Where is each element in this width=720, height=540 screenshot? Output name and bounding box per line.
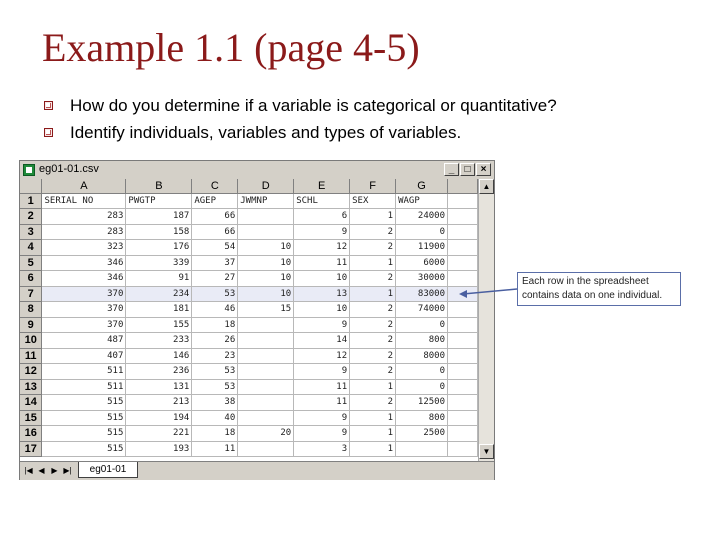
cell[interactable]: 38: [192, 395, 238, 411]
cell[interactable]: 800: [396, 410, 448, 426]
row-header[interactable]: 1: [20, 193, 42, 209]
cell[interactable]: 233: [126, 333, 192, 349]
row-header[interactable]: 14: [20, 395, 42, 411]
row-header[interactable]: 5: [20, 255, 42, 271]
cell[interactable]: 1: [350, 255, 396, 271]
column-header[interactable]: B: [126, 179, 192, 193]
cell[interactable]: 14: [294, 333, 350, 349]
bullet-text: How do you determine if a variable is categorical or quantitative?: [70, 96, 557, 115]
cell[interactable]: WAGP: [396, 193, 448, 209]
cell[interactable]: 12500: [396, 395, 448, 411]
cell[interactable]: 24000: [396, 209, 448, 225]
cell[interactable]: 213: [126, 395, 192, 411]
cell[interactable]: 10: [238, 240, 294, 256]
row-header[interactable]: 17: [20, 441, 42, 457]
cell[interactable]: 66: [192, 209, 238, 225]
cell[interactable]: 9: [294, 224, 350, 240]
row-header[interactable]: 11: [20, 348, 42, 364]
cell[interactable]: 10: [238, 286, 294, 302]
cell[interactable]: 11900: [396, 240, 448, 256]
cell[interactable]: 1: [350, 286, 396, 302]
cell[interactable]: 2: [350, 317, 396, 333]
maximize-button[interactable]: □: [460, 163, 475, 176]
cell[interactable]: 221: [126, 426, 192, 442]
slide-title: Example 1.1 (page 4-5): [42, 25, 420, 70]
column-header[interactable]: A: [42, 179, 126, 193]
first-sheet-icon[interactable]: |◀: [24, 466, 33, 475]
minimize-button[interactable]: _: [444, 163, 459, 176]
cell[interactable]: 187: [126, 209, 192, 225]
cell[interactable]: 0: [396, 224, 448, 240]
cell[interactable]: 234: [126, 286, 192, 302]
cell[interactable]: 515: [42, 441, 126, 457]
cell[interactable]: 407: [42, 348, 126, 364]
cell[interactable]: 11: [294, 395, 350, 411]
cell[interactable]: 515: [42, 395, 126, 411]
cell[interactable]: 0: [396, 317, 448, 333]
cell[interactable]: 30000: [396, 271, 448, 287]
column-header[interactable]: E: [294, 179, 350, 193]
cell[interactable]: 131: [126, 379, 192, 395]
cell[interactable]: 2: [350, 224, 396, 240]
cell[interactable]: 146: [126, 348, 192, 364]
cell[interactable]: 27: [192, 271, 238, 287]
row-header[interactable]: 2: [20, 209, 42, 225]
cell[interactable]: 11: [294, 379, 350, 395]
cell[interactable]: 2: [350, 271, 396, 287]
cell[interactable]: 283: [42, 209, 126, 225]
cell[interactable]: 323: [42, 240, 126, 256]
cell[interactable]: AGEP: [192, 193, 238, 209]
cell[interactable]: 3: [294, 441, 350, 457]
cell[interactable]: 18: [192, 317, 238, 333]
cell[interactable]: 2: [350, 240, 396, 256]
bullet-text: Identify individuals, variables and types of variables.: [70, 123, 462, 142]
cell[interactable]: 54: [192, 240, 238, 256]
cell[interactable]: 1: [350, 209, 396, 225]
cell[interactable]: 9: [294, 410, 350, 426]
cell[interactable]: 10: [238, 255, 294, 271]
row-header[interactable]: 15: [20, 410, 42, 426]
row-header[interactable]: 9: [20, 317, 42, 333]
cell[interactable]: 10: [294, 302, 350, 318]
cell[interactable]: 193: [126, 441, 192, 457]
cell[interactable]: SERIAL NO: [42, 193, 126, 209]
cell[interactable]: 2: [350, 364, 396, 380]
cell[interactable]: 236: [126, 364, 192, 380]
cell[interactable]: 53: [192, 286, 238, 302]
cell[interactable]: 511: [42, 379, 126, 395]
prev-sheet-icon[interactable]: ◀: [38, 466, 45, 475]
cell[interactable]: 155: [126, 317, 192, 333]
cell[interactable]: 8000: [396, 348, 448, 364]
cell[interactable]: 1: [350, 441, 396, 457]
next-sheet-icon[interactable]: ▶: [51, 466, 58, 475]
cell[interactable]: 370: [42, 317, 126, 333]
cell[interactable]: 283: [42, 224, 126, 240]
cell[interactable]: 12: [294, 240, 350, 256]
cell[interactable]: 1: [350, 426, 396, 442]
cell[interactable]: 74000: [396, 302, 448, 318]
cell[interactable]: JWMNP: [238, 193, 294, 209]
cell[interactable]: 2: [350, 302, 396, 318]
cell[interactable]: 37: [192, 255, 238, 271]
cell[interactable]: 12: [294, 348, 350, 364]
cell[interactable]: 176: [126, 240, 192, 256]
cell[interactable]: 2: [350, 348, 396, 364]
cell[interactable]: 18: [192, 426, 238, 442]
row-header[interactable]: 16: [20, 426, 42, 442]
cell[interactable]: 13: [294, 286, 350, 302]
row-header[interactable]: 8: [20, 302, 42, 318]
cell[interactable]: 339: [126, 255, 192, 271]
cell[interactable]: 10: [294, 271, 350, 287]
cell[interactable]: PWGTP: [126, 193, 192, 209]
cell[interactable]: 181: [126, 302, 192, 318]
scroll-down-icon[interactable]: ▼: [479, 444, 494, 459]
cell[interactable]: 23: [192, 348, 238, 364]
row-header[interactable]: 3: [20, 224, 42, 240]
cell[interactable]: 66: [192, 224, 238, 240]
cell[interactable]: 346: [42, 271, 126, 287]
cell[interactable]: 511: [42, 364, 126, 380]
cell[interactable]: 15: [238, 302, 294, 318]
callout-line: contains data on one individual.: [522, 290, 663, 301]
cell[interactable]: SEX: [350, 193, 396, 209]
cell[interactable]: 46: [192, 302, 238, 318]
cell[interactable]: 6000: [396, 255, 448, 271]
cell[interactable]: 53: [192, 379, 238, 395]
cell[interactable]: 515: [42, 426, 126, 442]
row-header[interactable]: 4: [20, 240, 42, 256]
cell[interactable]: 370: [42, 286, 126, 302]
cell[interactable]: 0: [396, 379, 448, 395]
row-header[interactable]: 6: [20, 271, 42, 287]
cell[interactable]: 800: [396, 333, 448, 349]
cell[interactable]: 194: [126, 410, 192, 426]
cell[interactable]: 83000: [396, 286, 448, 302]
callout-line: Each row in the spreadsheet: [522, 276, 649, 287]
row-header[interactable]: 12: [20, 364, 42, 380]
row-header[interactable]: 10: [20, 333, 42, 349]
row-header[interactable]: 13: [20, 379, 42, 395]
cell[interactable]: 20: [238, 426, 294, 442]
last-sheet-icon[interactable]: ▶|: [63, 466, 72, 475]
cell[interactable]: 26: [192, 333, 238, 349]
row-header[interactable]: 7: [20, 286, 42, 302]
cell[interactable]: 1: [350, 410, 396, 426]
close-button[interactable]: ×: [476, 163, 491, 176]
cell[interactable]: 2: [350, 333, 396, 349]
sheet-tab[interactable]: eg01-01: [78, 462, 138, 478]
cell[interactable]: 1: [350, 379, 396, 395]
cell[interactable]: 9: [294, 364, 350, 380]
window-title: eg01-01.csv: [39, 163, 99, 175]
cell[interactable]: 11: [294, 255, 350, 271]
cell[interactable]: 2: [350, 395, 396, 411]
callout-box: [517, 272, 681, 306]
column-header[interactable]: C: [192, 179, 238, 193]
cell[interactable]: 515: [42, 410, 126, 426]
column-header[interactable]: D: [238, 179, 294, 193]
cell[interactable]: 53: [192, 364, 238, 380]
cell[interactable]: 370: [42, 302, 126, 318]
scroll-up-icon[interactable]: ▲: [479, 179, 494, 194]
cell[interactable]: 11: [192, 441, 238, 457]
cell[interactable]: 9: [294, 317, 350, 333]
callout-arrow-line: [463, 289, 517, 294]
cell[interactable]: 0: [396, 364, 448, 380]
cell[interactable]: 346: [42, 255, 126, 271]
cell[interactable]: 158: [126, 224, 192, 240]
cell[interactable]: 91: [126, 271, 192, 287]
cell[interactable]: 40: [192, 410, 238, 426]
cell[interactable]: 487: [42, 333, 126, 349]
cell[interactable]: 10: [238, 271, 294, 287]
callout-arrow-head: [459, 290, 467, 298]
cell[interactable]: 6: [294, 209, 350, 225]
cell[interactable]: SCHL: [294, 193, 350, 209]
column-header[interactable]: G: [396, 179, 448, 193]
cell[interactable]: 2500: [396, 426, 448, 442]
cell[interactable]: 9: [294, 426, 350, 442]
column-header[interactable]: F: [350, 179, 396, 193]
